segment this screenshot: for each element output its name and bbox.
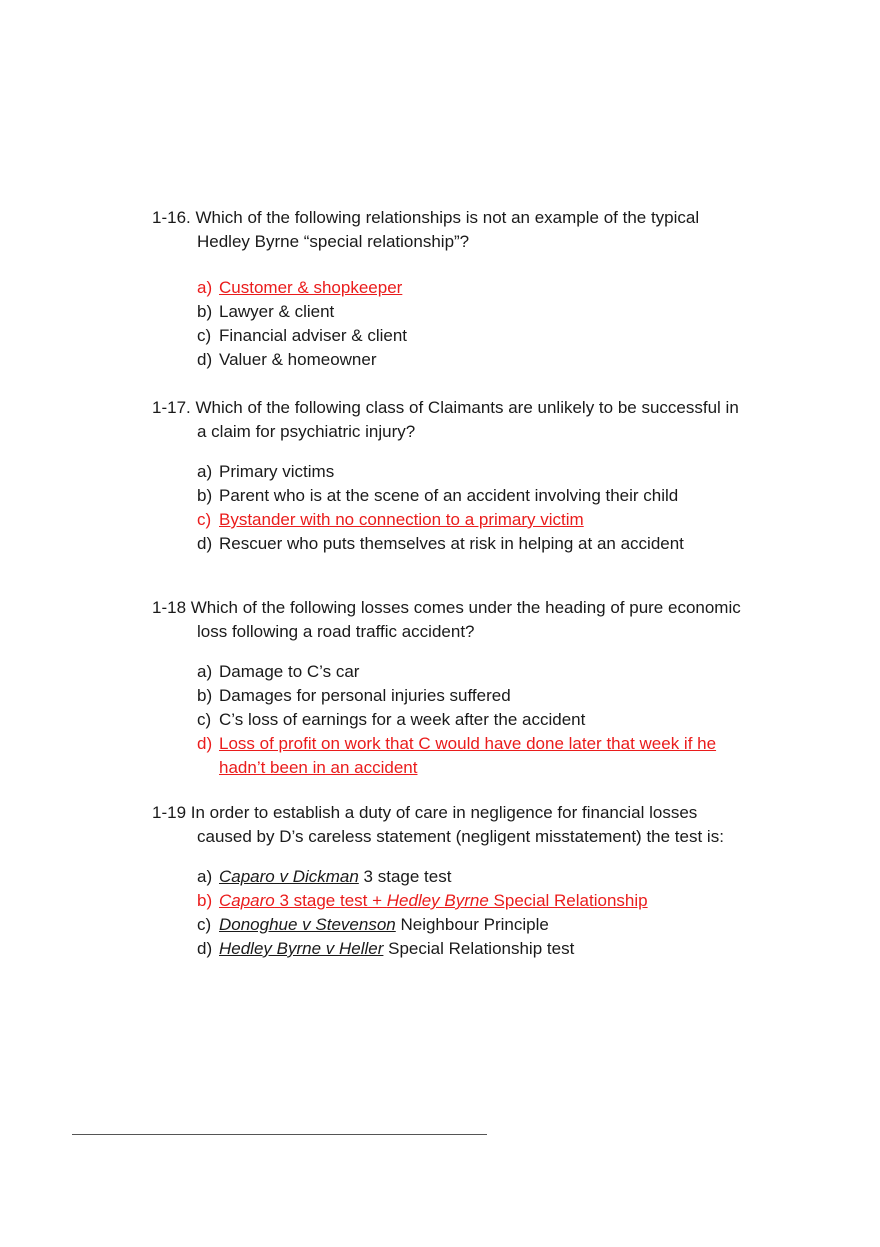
option-rest: Neighbour Principle <box>395 915 549 934</box>
question-text <box>152 801 742 849</box>
option-a[interactable] <box>197 865 742 889</box>
option-text: Rescuer who puts themselves at risk in helping at an accident <box>219 534 684 553</box>
footnote-divider <box>72 1134 487 1135</box>
option-a[interactable] <box>197 276 742 300</box>
option-rest: 3 stage test <box>358 867 452 886</box>
options-list <box>152 460 742 556</box>
option-letter: b) <box>197 891 213 910</box>
question-number: 1-19 <box>152 803 187 822</box>
option-c[interactable] <box>197 324 742 348</box>
option-letter: d) <box>197 939 213 958</box>
option-mid: 3 stage test + <box>274 891 387 910</box>
option-a[interactable] <box>197 660 742 684</box>
case-name: Caparo <box>219 891 275 910</box>
options-list <box>152 276 742 372</box>
options-list <box>152 865 742 961</box>
question-text <box>152 206 742 254</box>
question-1-18 <box>152 596 742 780</box>
option-text <box>219 889 742 913</box>
case-name: Donoghue v Stevenson <box>219 915 396 934</box>
option-d[interactable] <box>197 532 742 556</box>
option-text <box>219 865 742 889</box>
question-1-17 <box>152 396 742 556</box>
option-text: Primary victims <box>219 462 335 481</box>
question-prompt: Which of the following class of Claimants are unlikely to be successful in a claim for psychiatric injury? <box>195 398 739 441</box>
option-text: Damages for personal injuries suffered <box>219 686 511 705</box>
option-letter: a) <box>197 867 213 886</box>
option-letter: d) <box>197 534 213 553</box>
option-letter: a) <box>197 662 213 681</box>
option-text: Damage to C’s car <box>219 662 360 681</box>
option-letter: d) <box>197 734 213 753</box>
option-letter: b) <box>197 686 213 705</box>
option-text: Bystander with no connection to a primary victim <box>219 510 584 529</box>
question-prompt: In order to establish a duty of care in negligence for financial losses caused by D’s careless statement (negligent misstatement) the test is: <box>190 803 724 846</box>
option-text: C’s loss of earnings for a week after the accident <box>219 710 586 729</box>
question-number: 1-18 <box>152 598 187 617</box>
question-text <box>152 596 742 644</box>
question-prompt: Which of the following losses comes under the heading of pure economic loss following a road traffic accident? <box>190 598 741 641</box>
option-d[interactable] <box>197 348 742 372</box>
question-text <box>152 396 742 444</box>
question-number: 1-16. <box>152 208 191 227</box>
option-letter: a) <box>197 278 213 297</box>
option-b[interactable] <box>197 889 742 913</box>
option-d[interactable] <box>197 732 742 780</box>
option-letter: d) <box>197 350 213 369</box>
option-b[interactable] <box>197 300 742 324</box>
question-1-16 <box>152 206 742 372</box>
option-b[interactable] <box>197 484 742 508</box>
option-b[interactable] <box>197 684 742 708</box>
option-text: Customer & shopkeeper <box>219 278 403 297</box>
option-d[interactable] <box>197 937 742 961</box>
question-number: 1-17. <box>152 398 191 417</box>
case-name-2: Hedley Byrne <box>386 891 489 910</box>
option-letter: b) <box>197 302 213 321</box>
option-c[interactable] <box>197 508 742 532</box>
option-letter: c) <box>197 510 212 529</box>
option-text: Parent who is at the scene of an accident involving their child <box>219 486 679 505</box>
option-a[interactable] <box>197 460 742 484</box>
case-name: Caparo v Dickman <box>219 867 359 886</box>
option-letter: a) <box>197 462 213 481</box>
option-text: Financial adviser & client <box>219 326 408 345</box>
question-1-19 <box>152 801 742 961</box>
options-list <box>152 660 742 780</box>
option-letter: b) <box>197 486 213 505</box>
option-letter: c) <box>197 326 212 345</box>
option-c[interactable] <box>197 708 742 732</box>
option-text <box>219 913 742 937</box>
case-name: Hedley Byrne v Heller <box>219 939 384 958</box>
option-letter: c) <box>197 915 212 934</box>
option-text: Loss of profit on work that C would have done later that week if he hadn’t been in an accident <box>219 734 717 777</box>
option-rest: Special Relationship test <box>383 939 575 958</box>
option-text: Valuer & homeowner <box>219 350 377 369</box>
option-rest: Special Relationship <box>488 891 648 910</box>
option-letter: c) <box>197 710 212 729</box>
option-text: Lawyer & client <box>219 302 335 321</box>
option-c[interactable] <box>197 913 742 937</box>
question-prompt: Which of the following relationships is not an example of the typical Hedley Byrne “special relationship”? <box>195 208 700 251</box>
option-text <box>219 937 742 961</box>
